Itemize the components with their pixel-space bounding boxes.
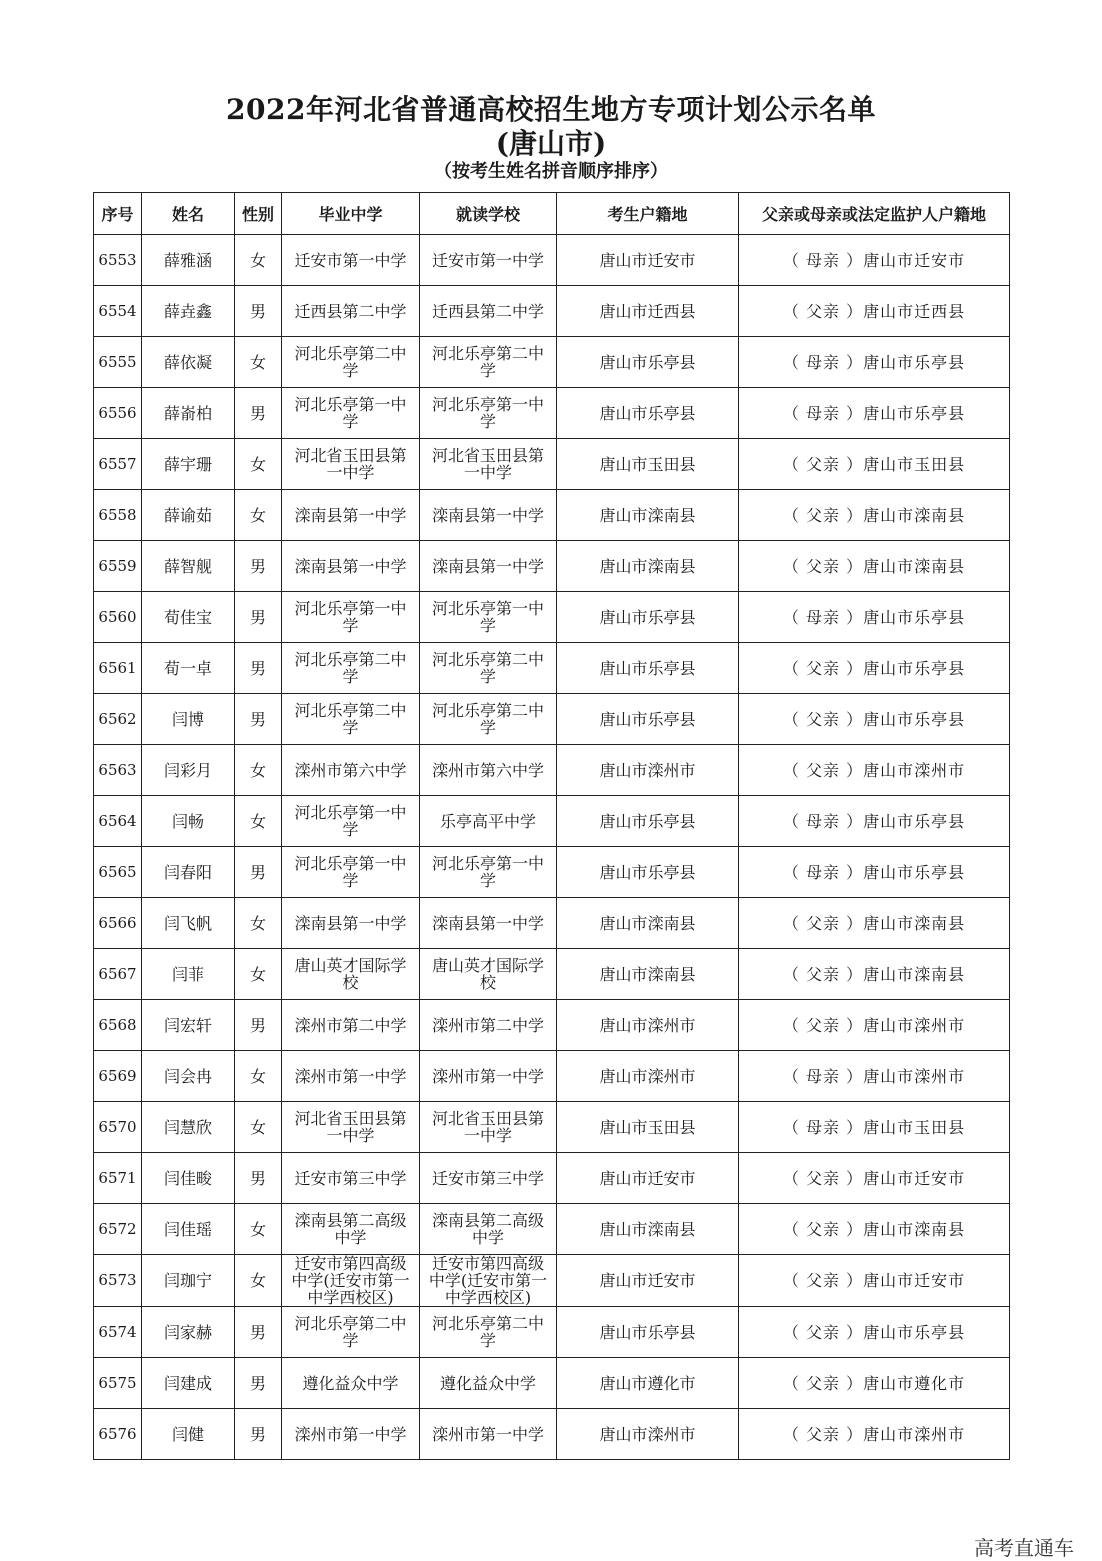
cell-grad-school: 唐山英才国际学校 [282,949,420,1000]
table-row [94,1102,1010,1153]
cell-student-hukou: 唐山市遵化市 [557,1358,739,1409]
cell-gender: 女 [235,898,282,949]
cell-student-hukou: 唐山市迁安市 [557,1153,739,1204]
cell-name: 荀一卓 [142,643,235,694]
cell-name: 荀佳宝 [142,592,235,643]
table-row [94,1000,1010,1051]
cell-current-school: 乐亭高平中学 [420,796,557,847]
table-row [94,1153,1010,1204]
cell-seq: 6575 [94,1358,142,1409]
cell-name: 闫畅 [142,796,235,847]
cell-gender: 女 [235,235,282,286]
cell-student-hukou: 唐山市滦南县 [557,1204,739,1255]
cell-grad-school: 滦南县第一中学 [282,490,420,541]
cell-grad-school: 河北乐亭第二中学 [282,694,420,745]
cell-name: 闫健 [142,1409,235,1460]
cell-name: 闫佳畯 [142,1153,235,1204]
cell-name: 闫博 [142,694,235,745]
cell-student-hukou: 唐山市滦州市 [557,745,739,796]
cell-name: 薛雅涵 [142,235,235,286]
cell-current-school: 遵化益众中学 [420,1358,557,1409]
cell-gender: 女 [235,1255,282,1307]
table-row [94,1358,1010,1409]
cell-guardian-hukou: （ 母亲 ）唐山市滦州市 [739,1051,1010,1102]
table-row [94,490,1010,541]
column-header-gender: 性别 [235,193,282,235]
cell-guardian-hukou: （ 父亲 ）唐山市滦南县 [739,949,1010,1000]
column-header-name: 姓名 [142,193,235,235]
cell-student-hukou: 唐山市迁安市 [557,235,739,286]
cell-current-school: 唐山英才国际学校 [420,949,557,1000]
cell-guardian-hukou: （ 父亲 ）唐山市滦州市 [739,1409,1010,1460]
cell-student-hukou: 唐山市玉田县 [557,1102,739,1153]
cell-grad-school: 滦州市第六中学 [282,745,420,796]
cell-gender: 女 [235,796,282,847]
table-row [94,949,1010,1000]
cell-name: 薛智舰 [142,541,235,592]
cell-current-school: 滦州市第六中学 [420,745,557,796]
cell-student-hukou: 唐山市乐亭县 [557,337,739,388]
cell-student-hukou: 唐山市乐亭县 [557,847,739,898]
table-row [94,439,1010,490]
table-row [94,592,1010,643]
cell-student-hukou: 唐山市乐亭县 [557,388,739,439]
table-row [94,286,1010,337]
cell-guardian-hukou: （ 母亲 ）唐山市乐亭县 [739,796,1010,847]
cell-guardian-hukou: （ 父亲 ）唐山市迁西县 [739,286,1010,337]
cell-gender: 男 [235,1409,282,1460]
cell-seq: 6572 [94,1204,142,1255]
cell-seq: 6569 [94,1051,142,1102]
table-body [94,235,1010,1460]
cell-guardian-hukou: （ 父亲 ）唐山市滦南县 [739,898,1010,949]
cell-seq: 6574 [94,1307,142,1358]
cell-student-hukou: 唐山市乐亭县 [557,694,739,745]
cell-seq: 6557 [94,439,142,490]
document-subtitle-city: (唐山市) [495,127,607,160]
cell-student-hukou: 唐山市滦南县 [557,490,739,541]
cell-gender: 男 [235,286,282,337]
cell-current-school: 滦南县第一中学 [420,541,557,592]
cell-name: 闫会冉 [142,1051,235,1102]
table-row [94,745,1010,796]
cell-grad-school: 迁安市第四高级中学(迁安市第一中学西校区) [282,1255,420,1307]
cell-current-school: 河北乐亭第二中学 [420,643,557,694]
cell-gender: 男 [235,592,282,643]
cell-name: 闫春阳 [142,847,235,898]
cell-guardian-hukou: （ 母亲 ）唐山市乐亭县 [739,592,1010,643]
cell-name: 闫彩月 [142,745,235,796]
cell-current-school: 河北乐亭第二中学 [420,337,557,388]
cell-current-school: 河北乐亭第一中学 [420,592,557,643]
cell-seq: 6558 [94,490,142,541]
cell-gender: 女 [235,1204,282,1255]
cell-current-school: 滦南县第二高级中学 [420,1204,557,1255]
cell-grad-school: 迁西县第二中学 [282,286,420,337]
cell-current-school: 滦州市第二中学 [420,1000,557,1051]
cell-seq: 6562 [94,694,142,745]
cell-grad-school: 滦州市第二中学 [282,1000,420,1051]
cell-seq: 6566 [94,898,142,949]
cell-grad-school: 迁安市第三中学 [282,1153,420,1204]
cell-grad-school: 河北省玉田县第一中学 [282,1102,420,1153]
cell-gender: 男 [235,1153,282,1204]
cell-name: 闫佳瑶 [142,1204,235,1255]
cell-name: 薛依凝 [142,337,235,388]
cell-student-hukou: 唐山市迁安市 [557,1255,739,1307]
cell-seq: 6568 [94,1000,142,1051]
cell-gender: 男 [235,541,282,592]
cell-student-hukou: 唐山市乐亭县 [557,796,739,847]
cell-gender: 男 [235,388,282,439]
cell-grad-school: 河北乐亭第一中学 [282,388,420,439]
table-row [94,1307,1010,1358]
cell-current-school: 河北省玉田县第一中学 [420,439,557,490]
cell-grad-school: 河北乐亭第一中学 [282,592,420,643]
watermark-text: 高考直通车 [974,1536,1074,1560]
cell-student-hukou: 唐山市滦州市 [557,1409,739,1460]
table-row [94,694,1010,745]
cell-name: 薛垚鑫 [142,286,235,337]
cell-guardian-hukou: （ 父亲 ）唐山市迁安市 [739,1255,1010,1307]
cell-student-hukou: 唐山市滦南县 [557,898,739,949]
table-row [94,898,1010,949]
cell-grad-school: 滦南县第一中学 [282,541,420,592]
table-row [94,541,1010,592]
cell-name: 薛谕茹 [142,490,235,541]
table-row [94,235,1010,286]
table-row [94,388,1010,439]
cell-student-hukou: 唐山市玉田县 [557,439,739,490]
cell-grad-school: 河北乐亭第一中学 [282,847,420,898]
cell-gender: 女 [235,439,282,490]
cell-seq: 6559 [94,541,142,592]
cell-seq: 6564 [94,796,142,847]
table-row [94,643,1010,694]
cell-guardian-hukou: （ 母亲 ）唐山市迁安市 [739,235,1010,286]
cell-guardian-hukou: （ 父亲 ）唐山市玉田县 [739,439,1010,490]
table-header-row [94,193,1010,235]
cell-grad-school: 河北乐亭第二中学 [282,1307,420,1358]
cell-current-school: 河北乐亭第二中学 [420,694,557,745]
cell-student-hukou: 唐山市滦南县 [557,949,739,1000]
cell-current-school: 迁安市第四高级中学(迁安市第一中学西校区) [420,1255,557,1307]
cell-grad-school: 河北乐亭第二中学 [282,337,420,388]
cell-current-school: 河北乐亭第一中学 [420,388,557,439]
cell-gender: 女 [235,949,282,1000]
cell-name: 闫家赫 [142,1307,235,1358]
cell-gender: 男 [235,1358,282,1409]
document-title: 2022年河北省普通高校招生地方专项计划公示名单 [226,93,876,126]
cell-grad-school: 滦南县第一中学 [282,898,420,949]
cell-name: 薛嵛柏 [142,388,235,439]
cell-seq: 6561 [94,643,142,694]
table-row [94,796,1010,847]
cell-grad-school: 河北省玉田县第一中学 [282,439,420,490]
cell-gender: 男 [235,1307,282,1358]
cell-gender: 女 [235,337,282,388]
cell-current-school: 河北省玉田县第一中学 [420,1102,557,1153]
column-header-student-hukou: 考生户籍地 [557,193,739,235]
cell-name: 闫建成 [142,1358,235,1409]
cell-student-hukou: 唐山市滦南县 [557,541,739,592]
cell-seq: 6567 [94,949,142,1000]
cell-grad-school: 迁安市第一中学 [282,235,420,286]
column-header-current-school: 就读学校 [420,193,557,235]
cell-gender: 女 [235,1102,282,1153]
cell-current-school: 河北乐亭第一中学 [420,847,557,898]
roster-table [93,192,1010,1460]
table-row [94,337,1010,388]
cell-current-school: 迁安市第三中学 [420,1153,557,1204]
cell-grad-school: 河北乐亭第二中学 [282,643,420,694]
cell-guardian-hukou: （ 母亲 ）唐山市乐亭县 [739,847,1010,898]
cell-seq: 6571 [94,1153,142,1204]
cell-guardian-hukou: （ 父亲 ）唐山市遵化市 [739,1358,1010,1409]
cell-student-hukou: 唐山市迁西县 [557,286,739,337]
cell-student-hukou: 唐山市乐亭县 [557,1307,739,1358]
cell-grad-school: 遵化益众中学 [282,1358,420,1409]
cell-seq: 6570 [94,1102,142,1153]
cell-guardian-hukou: （ 父亲 ）唐山市滦南县 [739,541,1010,592]
cell-guardian-hukou: （ 父亲 ）唐山市乐亭县 [739,694,1010,745]
cell-student-hukou: 唐山市乐亭县 [557,592,739,643]
cell-guardian-hukou: （ 父亲 ）唐山市迁安市 [739,1153,1010,1204]
cell-seq: 6555 [94,337,142,388]
cell-current-school: 滦南县第一中学 [420,490,557,541]
table-row [94,1204,1010,1255]
cell-name: 闫珈宁 [142,1255,235,1307]
cell-guardian-hukou: （ 父亲 ）唐山市滦州市 [739,1000,1010,1051]
cell-seq: 6565 [94,847,142,898]
column-header-guardian-hukou: 父亲或母亲或法定监护人户籍地 [739,193,1010,235]
cell-grad-school: 滦南县第二高级中学 [282,1204,420,1255]
cell-name: 闫慧欣 [142,1102,235,1153]
cell-seq: 6556 [94,388,142,439]
cell-current-school: 河北乐亭第二中学 [420,1307,557,1358]
cell-student-hukou: 唐山市乐亭县 [557,643,739,694]
cell-guardian-hukou: （ 母亲 ）唐山市乐亭县 [739,337,1010,388]
cell-gender: 男 [235,847,282,898]
cell-seq: 6554 [94,286,142,337]
cell-seq: 6553 [94,235,142,286]
table-row [94,1409,1010,1460]
cell-current-school: 滦州市第一中学 [420,1051,557,1102]
cell-guardian-hukou: （ 母亲 ）唐山市乐亭县 [739,388,1010,439]
cell-grad-school: 滦州市第一中学 [282,1051,420,1102]
table-row [94,847,1010,898]
cell-gender: 男 [235,1000,282,1051]
cell-student-hukou: 唐山市滦州市 [557,1000,739,1051]
cell-seq: 6560 [94,592,142,643]
cell-guardian-hukou: （ 母亲 ）唐山市玉田县 [739,1102,1010,1153]
cell-current-school: 迁西县第二中学 [420,286,557,337]
cell-name: 闫菲 [142,949,235,1000]
cell-guardian-hukou: （ 父亲 ）唐山市滦州市 [739,745,1010,796]
cell-current-school: 滦州市第一中学 [420,1409,557,1460]
cell-grad-school: 河北乐亭第一中学 [282,796,420,847]
column-header-grad-school: 毕业中学 [282,193,420,235]
cell-name: 闫宏轩 [142,1000,235,1051]
cell-guardian-hukou: （ 父亲 ）唐山市乐亭县 [739,643,1010,694]
cell-gender: 女 [235,490,282,541]
cell-gender: 女 [235,1051,282,1102]
cell-seq: 6563 [94,745,142,796]
cell-current-school: 迁安市第一中学 [420,235,557,286]
table-row [94,1255,1010,1307]
table-row [94,1051,1010,1102]
cell-guardian-hukou: （ 父亲 ）唐山市乐亭县 [739,1307,1010,1358]
cell-student-hukou: 唐山市滦州市 [557,1051,739,1102]
cell-seq: 6576 [94,1409,142,1460]
cell-guardian-hukou: （ 父亲 ）唐山市滦南县 [739,1204,1010,1255]
cell-gender: 男 [235,643,282,694]
cell-guardian-hukou: （ 父亲 ）唐山市滦南县 [739,490,1010,541]
cell-gender: 女 [235,745,282,796]
cell-grad-school: 滦州市第一中学 [282,1409,420,1460]
cell-name: 闫飞帆 [142,898,235,949]
cell-seq: 6573 [94,1255,142,1307]
cell-gender: 男 [235,694,282,745]
cell-current-school: 滦南县第一中学 [420,898,557,949]
cell-name: 薛宇珊 [142,439,235,490]
document-sort-note: （按考生姓名拼音顺序排序） [434,161,668,182]
column-header-seq: 序号 [94,193,142,235]
